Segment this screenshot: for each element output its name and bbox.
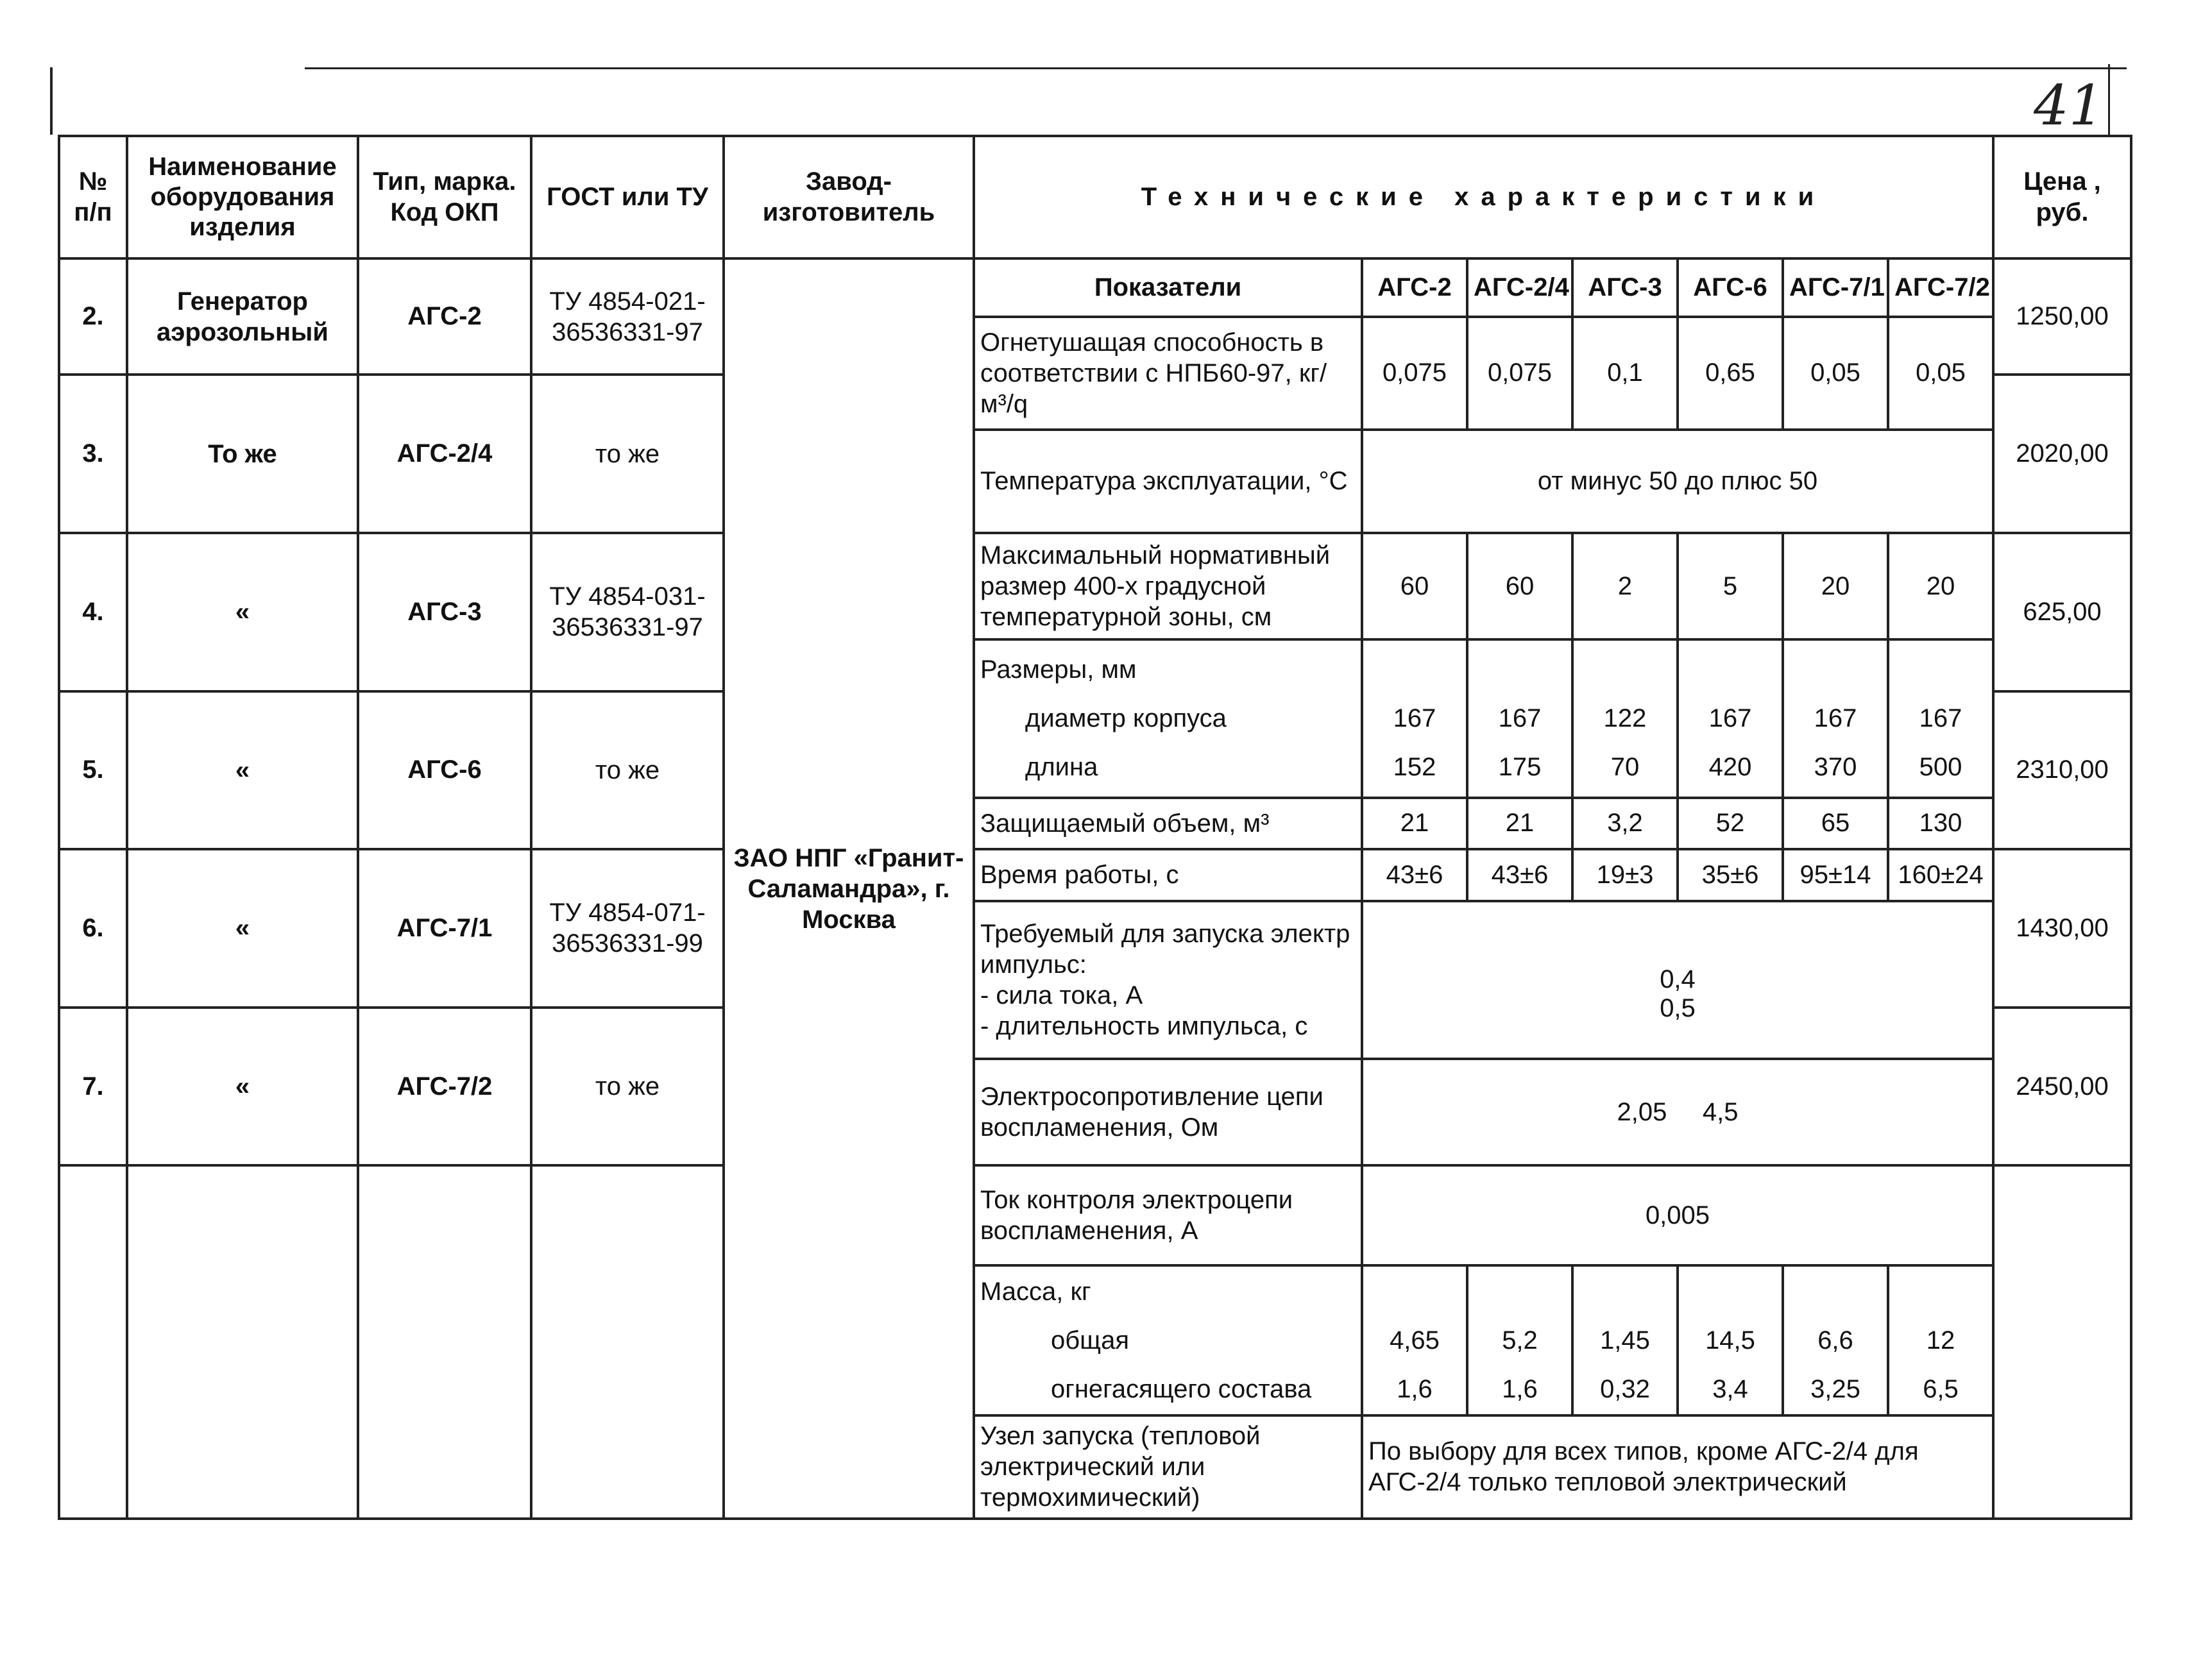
sizes-label: Размеры, мм: [980, 655, 1137, 684]
row-price: 625,00: [1993, 533, 2131, 691]
mass-compound-value: 6,5: [1923, 1375, 1959, 1404]
volume-value: 52: [1678, 798, 1783, 850]
control-current-value: 0,005: [1362, 1165, 1993, 1265]
header-gost: ГОСТ или ТУ: [531, 136, 724, 258]
zone-value: 2: [1572, 533, 1678, 639]
mass-values: [1572, 1265, 1678, 1415]
resistance-label: Электросопротивление цепи воспламенения, Ом: [974, 1059, 1362, 1165]
header-num: № п/п: [59, 136, 127, 258]
frame-left-edge: [50, 67, 53, 135]
work-time-label: Время работы, с: [974, 849, 1362, 901]
mass-compound-value: 3,25: [1810, 1375, 1860, 1404]
sizes-values: [1888, 639, 1993, 798]
header-price: Цена , руб.: [1993, 136, 2131, 258]
row-price: 1250,00: [1993, 258, 2131, 375]
diameter-value: 167: [1708, 704, 1752, 733]
volume-value: 21: [1362, 798, 1467, 850]
resistance-value: 2,05 4,5: [1362, 1059, 1993, 1165]
impulse-values: [1362, 901, 1993, 1059]
row-type: АГС-2/4: [358, 375, 531, 533]
volume-value: 3,2: [1572, 798, 1678, 850]
extinguish-value: 0,05: [1888, 317, 1993, 430]
impulse-label-cell: [974, 901, 1362, 1059]
length-value: 500: [1919, 753, 1962, 782]
volume-label: Защищаемый объем, м³: [974, 798, 1362, 850]
volume-value: 65: [1783, 798, 1888, 850]
sizes-label-cell: [974, 639, 1362, 798]
table-row: [59, 258, 2131, 317]
header-type: Тип, марка. Код ОКП: [358, 136, 531, 258]
row-gost: ТУ 4854-071-36536331-99: [531, 849, 724, 1008]
empty-cell: [1993, 1165, 2131, 1519]
row-type: АГС-7/1: [358, 849, 531, 1008]
sizes-values: [1467, 639, 1572, 798]
row-price: 1430,00: [1993, 849, 2131, 1008]
zone-value: 20: [1783, 533, 1888, 639]
model-header: АГС-2/4: [1467, 258, 1572, 317]
mass-values: [1678, 1265, 1783, 1415]
row-gost: ТУ 4854-031-36536331-97: [531, 533, 724, 691]
model-header: АГС-7/2: [1888, 258, 1993, 317]
empty-cell: [59, 1165, 127, 1519]
mass-label: Масса, кг: [980, 1278, 1091, 1306]
row-num: 4.: [59, 533, 127, 691]
length-value: 70: [1610, 753, 1640, 782]
zone-value: 20: [1888, 533, 1993, 639]
sizes-values: [1783, 639, 1888, 798]
length-value: 152: [1393, 753, 1436, 782]
temperature-value: от минус 50 до плюс 50: [1362, 430, 1993, 533]
work-time-value: 95±14: [1783, 849, 1888, 901]
zone-value: 60: [1467, 533, 1572, 639]
header-tech: Технические характеристики: [974, 136, 1993, 258]
row-name: «: [127, 533, 358, 691]
model-header: АГС-7/1: [1783, 258, 1888, 317]
model-header: АГС-2: [1362, 258, 1467, 317]
extinguish-value: 0,1: [1572, 317, 1678, 430]
mass-compound-label: огнегасящего состава: [1051, 1375, 1312, 1404]
mass-label-cell: [974, 1265, 1362, 1415]
model-header: АГС-3: [1572, 258, 1678, 317]
zone-value: 60: [1362, 533, 1467, 639]
row-price: 2450,00: [1993, 1008, 2131, 1166]
mass-total-value: 4,65: [1390, 1326, 1440, 1355]
row-price: 2020,00: [1993, 375, 2131, 533]
top-rule: [305, 67, 2127, 69]
length-value: 420: [1708, 753, 1752, 782]
row-gost: то же: [531, 691, 724, 850]
diameter-value: 167: [1814, 704, 1857, 733]
mass-total-value: 6,6: [1817, 1326, 1853, 1355]
control-current-label: Ток контроля электроцепи воспламенения, А: [974, 1165, 1362, 1265]
row-type: АГС-7/2: [358, 1008, 531, 1166]
mass-compound-value: 3,4: [1712, 1375, 1748, 1404]
length-value: 370: [1814, 753, 1857, 782]
diameter-value: 167: [1919, 704, 1962, 733]
empty-cell: [531, 1165, 724, 1519]
length-label: длина: [1025, 753, 1098, 782]
mass-values: [1362, 1265, 1467, 1415]
volume-value: 130: [1888, 798, 1993, 850]
length-value: 175: [1498, 753, 1542, 782]
table-row: [59, 849, 2131, 901]
sizes-values: [1362, 639, 1467, 798]
mass-total-value: 12: [1926, 1326, 1955, 1355]
work-time-value: 160±24: [1888, 849, 1993, 901]
launch-value: По выбору для всех типов, кроме АГС-2/4 для АГС-2/4 только тепловой электрический: [1362, 1415, 1993, 1519]
mass-values: [1888, 1265, 1993, 1415]
row-name: Генератор аэрозольный: [127, 258, 358, 375]
mass-total-value: 14,5: [1705, 1326, 1755, 1355]
impulse-current-label: - сила тока, А: [980, 981, 1143, 1009]
mass-values: [1783, 1265, 1888, 1415]
row-name: «: [127, 849, 358, 1008]
sizes-values: [1678, 639, 1783, 798]
row-name: То же: [127, 375, 358, 533]
mass-compound-value: 0,32: [1600, 1375, 1650, 1404]
impulse-label: Требуемый для запуска электр импульс:: [980, 919, 1350, 979]
temperature-label: Температура эксплуатации, °С: [974, 430, 1362, 533]
diameter-label: диаметр корпуса: [1025, 704, 1227, 733]
row-name: «: [127, 1008, 358, 1166]
work-time-value: 43±6: [1467, 849, 1572, 901]
row-num: 3.: [59, 375, 127, 533]
row-gost: то же: [531, 375, 724, 533]
empty-cell: [127, 1165, 358, 1519]
maker-cell: ЗАО НПГ «Гранит-Саламандра», г. Москва: [724, 258, 974, 1519]
work-time-value: 35±6: [1678, 849, 1783, 901]
extinguish-value: 0,05: [1783, 317, 1888, 430]
extinguish-value: 0,65: [1678, 317, 1783, 430]
zone-label: Максимальный нормативный размер 400-х градусной температурной зоны, см: [974, 533, 1362, 639]
work-time-value: 19±3: [1572, 849, 1678, 901]
extinguish-value: 0,075: [1362, 317, 1467, 430]
control-current-row: [59, 1165, 2131, 1265]
sizes-values: [1572, 639, 1678, 798]
model-header: АГС-6: [1678, 258, 1783, 317]
indicator-header: Показатели: [974, 258, 1362, 317]
row-type: АГС-3: [358, 533, 531, 691]
page-number: 41: [2034, 74, 2104, 138]
mass-values: [1467, 1265, 1572, 1415]
row-num: 6.: [59, 849, 127, 1008]
header-maker: Завод-изготовитель: [724, 136, 974, 258]
frame-right-edge: [2108, 64, 2110, 135]
mass-total-label: общая: [1051, 1326, 1129, 1355]
row-num: 2.: [59, 258, 127, 375]
row-price: 2310,00: [1993, 691, 2131, 850]
zone-value: 5: [1678, 533, 1783, 639]
mass-total-value: 1,45: [1600, 1326, 1650, 1355]
row-num: 7.: [59, 1008, 127, 1166]
mass-compound-value: 1,6: [1397, 1375, 1433, 1404]
launch-label: Узел запуска (тепловой электрический или термохимический): [974, 1415, 1362, 1519]
mass-total-value: 5,2: [1502, 1326, 1538, 1355]
row-num: 5.: [59, 691, 127, 850]
extinguish-label: Огнетушащая способность в соответствии с НПБ60-97, кг/м³/q: [974, 317, 1362, 430]
impulse-duration-label: - длительность импульса, с: [980, 1011, 1308, 1040]
row-gost: то же: [531, 1008, 724, 1166]
header-name: Наименование оборудования изделия: [127, 136, 358, 258]
empty-cell: [358, 1165, 531, 1519]
diameter-value: 122: [1603, 704, 1647, 733]
row-gost: ТУ 4854-021-36536331-97: [531, 258, 724, 375]
equipment-table: [58, 135, 2132, 1520]
extinguish-value: 0,075: [1467, 317, 1572, 430]
table-row: [59, 533, 2131, 639]
volume-value: 21: [1467, 798, 1572, 850]
impulse-current: 0,4: [1660, 965, 1696, 994]
impulse-duration: 0,5: [1660, 994, 1696, 1023]
diameter-value: 167: [1393, 704, 1436, 733]
work-time-value: 43±6: [1362, 849, 1467, 901]
row-type: АГС-2: [358, 258, 531, 375]
header-row: [59, 136, 2131, 258]
row-name: «: [127, 691, 358, 850]
mass-compound-value: 1,6: [1502, 1375, 1538, 1404]
diameter-value: 167: [1498, 704, 1542, 733]
row-type: АГС-6: [358, 691, 531, 850]
